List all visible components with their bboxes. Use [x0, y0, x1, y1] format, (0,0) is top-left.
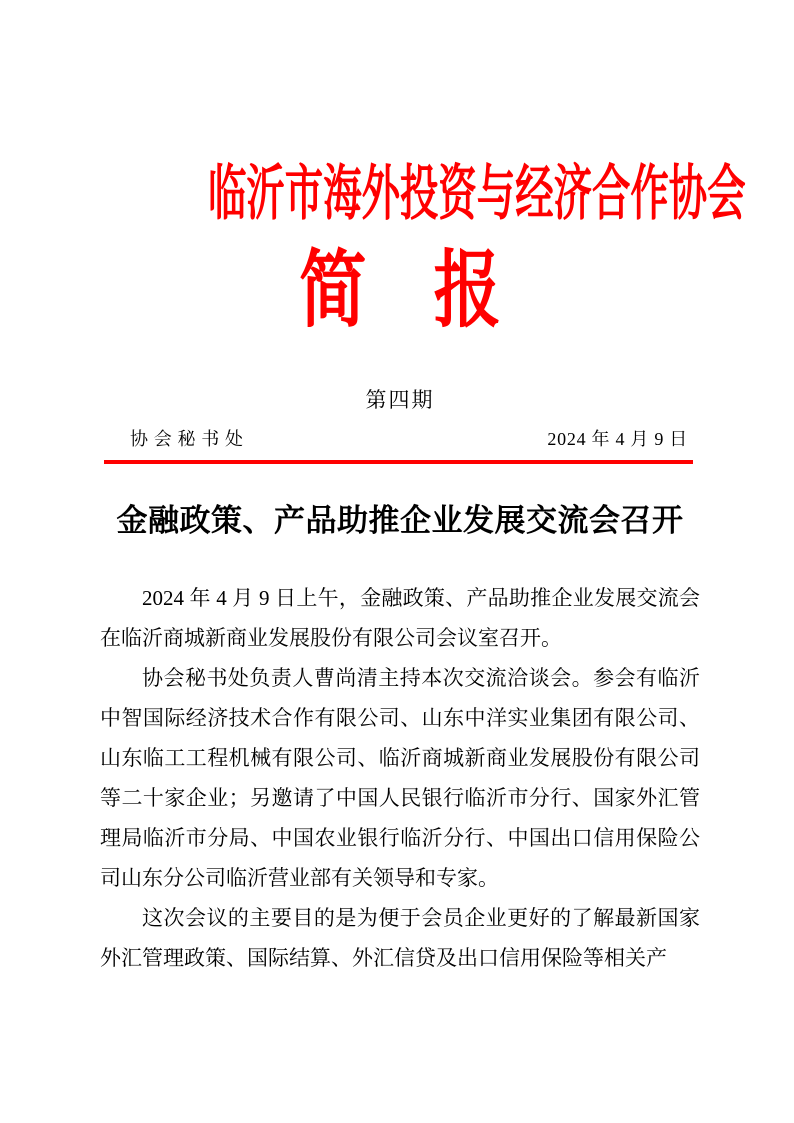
issue-date: 2024 年 4 月 9 日	[547, 429, 688, 450]
article-body	[100, 578, 700, 978]
masthead-meta-row	[100, 427, 700, 452]
bulletin-title: 简 报	[299, 245, 501, 338]
red-divider-line	[104, 460, 693, 464]
article-paragraph: 这次会议的主要目的是为便于会员企业更好的了解最新国家外汇管理政策、国际结算、外汇信贷及出口信用保险等相关产	[100, 905, 700, 970]
article-paragraph: 协会秘书处负责人曹尚清主持本次交流洽谈会。参会有临沂中智国际经济技术合作有限公司、山东中洋实业集团有限公司、山东临工工程机械有限公司、临沂商城新商业发展股份有限公司等二十家企业；另邀请了中国人民银行临沂市分行、国家外汇管理局临沂市分局、中国农业银行临沂分行、中国出口信用保险公司山东分公司临沂营业部有关领导和专家。	[100, 665, 700, 890]
article-headline: 金融政策、产品助推企业发展交流会召开	[116, 503, 684, 539]
article-paragraph: 2024 年 4 月 9 日上午，金融政策、产品助推企业发展交流会在临沂商城新商业发展股份有限公司会议室召开。	[100, 585, 700, 650]
issuer-label: 协会秘书处	[130, 429, 249, 450]
org-title: 临沂市海外投资与经济合作协会	[208, 161, 746, 227]
issue-number: 第四期	[365, 388, 435, 412]
